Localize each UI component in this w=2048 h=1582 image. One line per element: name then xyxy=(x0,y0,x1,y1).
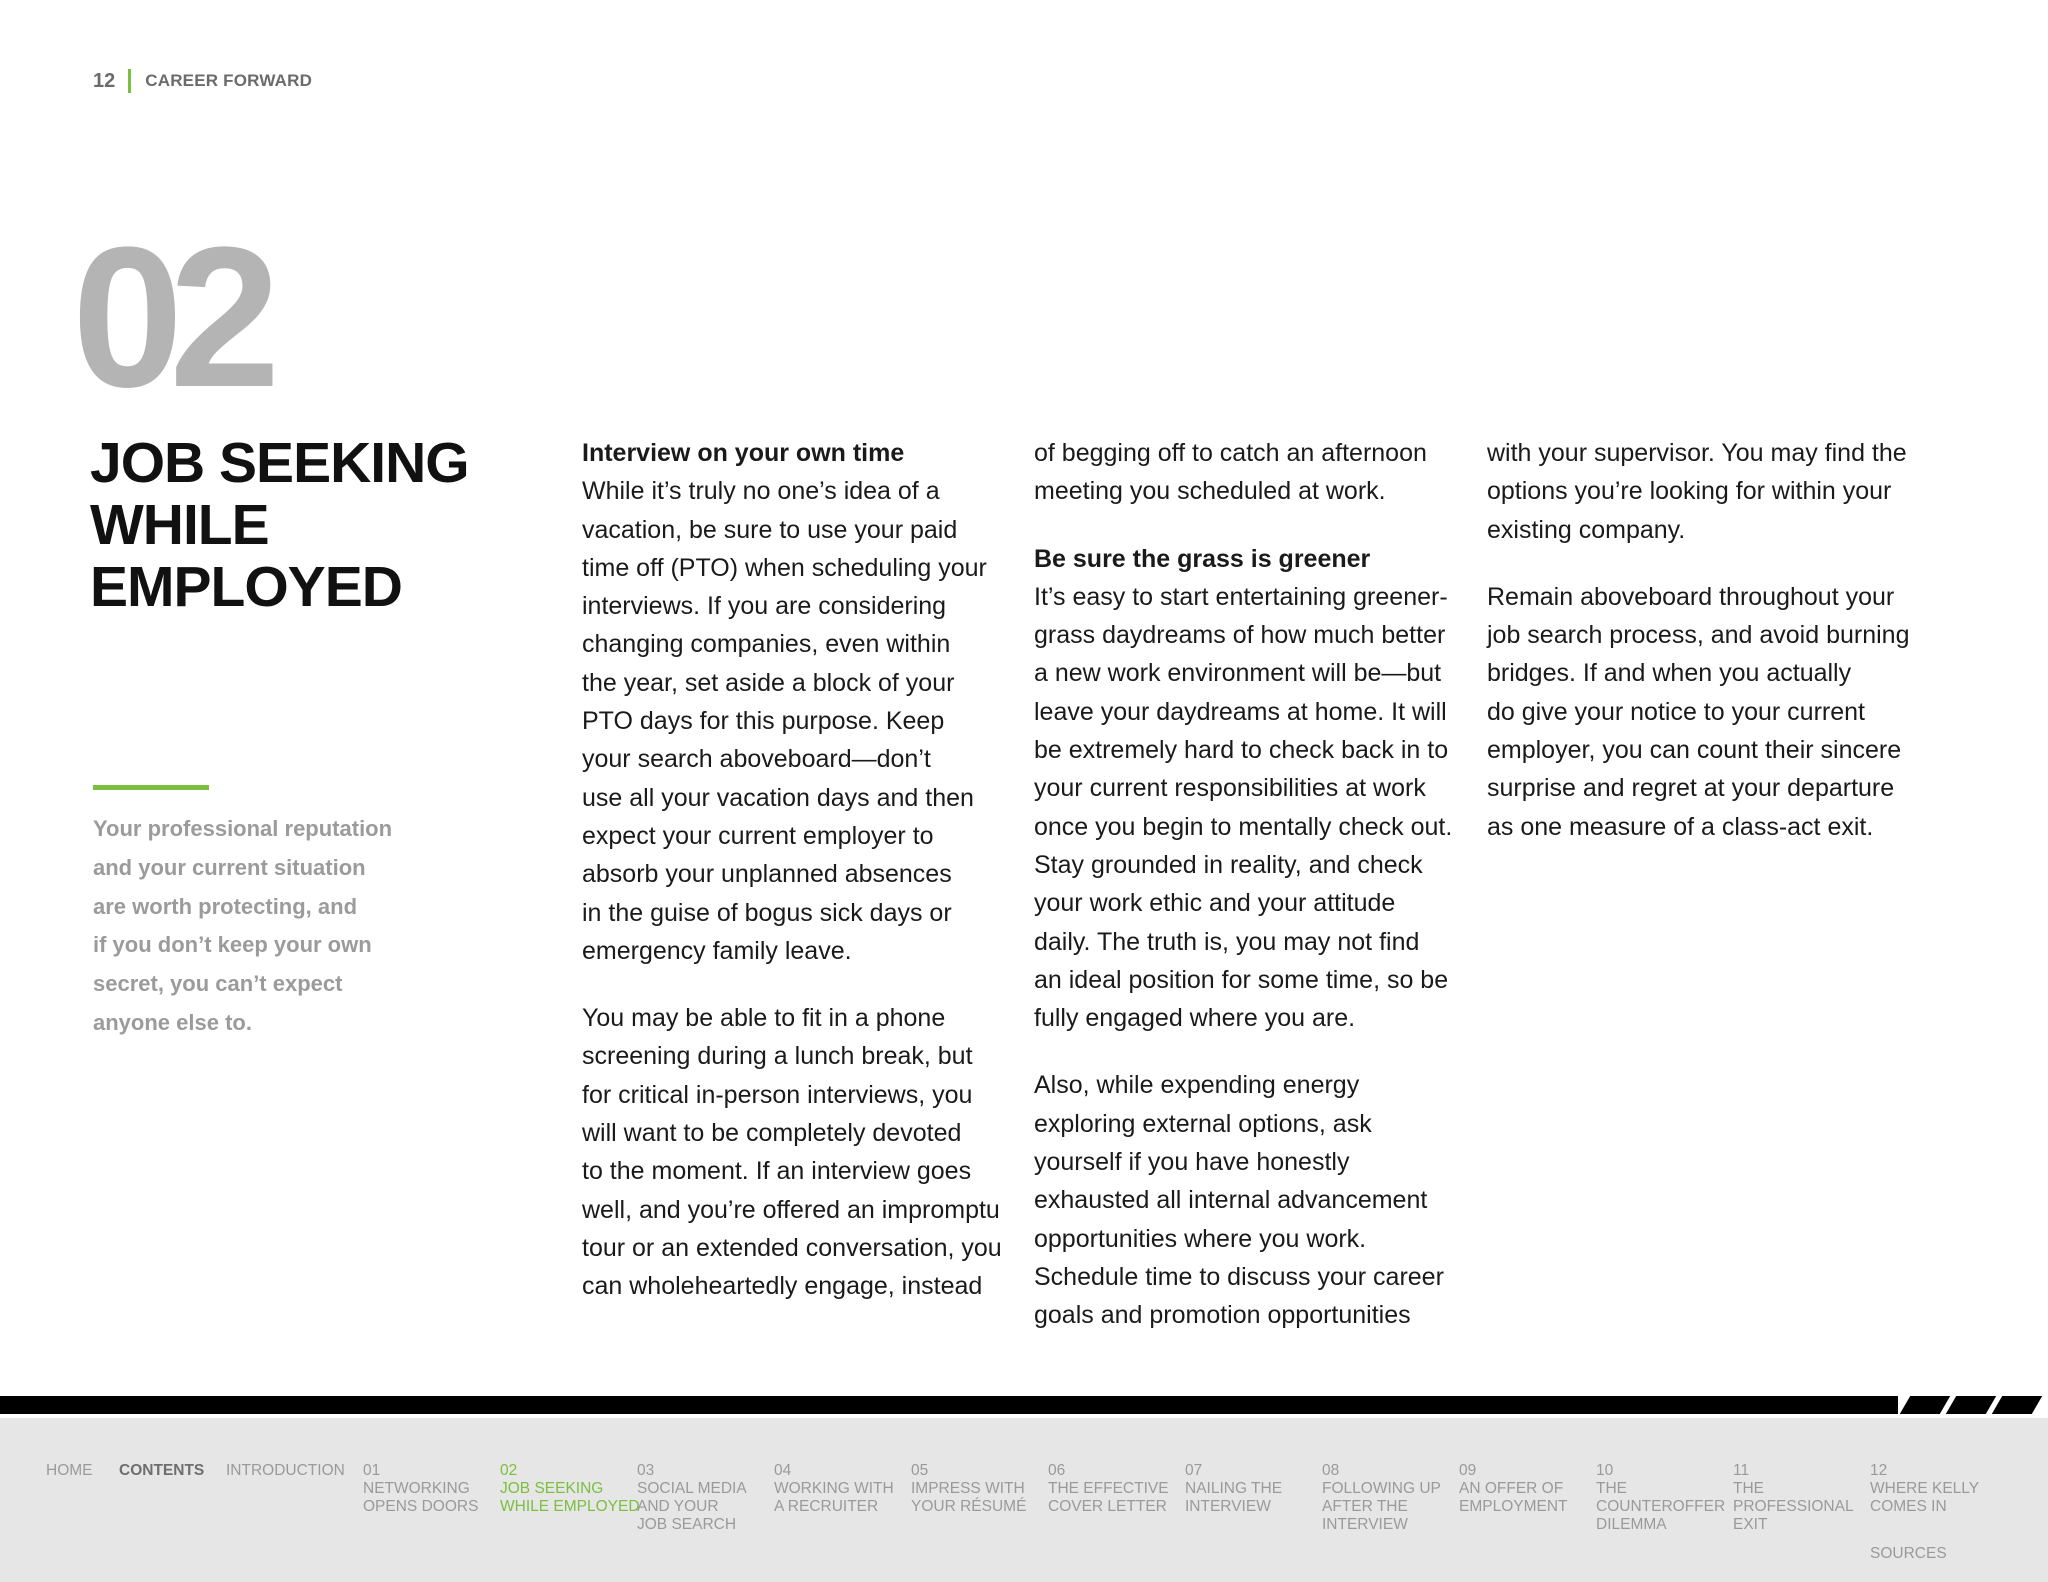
body-line: While it’s truly no one’s idea of a xyxy=(582,477,940,506)
nav-chapter-title: NAILING THE xyxy=(1185,1480,1283,1497)
nav-chapter-title: INTERVIEW xyxy=(1322,1516,1408,1533)
body-line: will want to be completely devoted xyxy=(582,1119,962,1148)
nav-chapter-title: JOB SEARCH xyxy=(637,1516,737,1533)
nav-chapter-title: THE EFFECTIVE xyxy=(1048,1480,1169,1497)
nav-label: INTRODUCTION xyxy=(226,1462,345,1479)
body-column-1 xyxy=(582,434,1012,1306)
nav-chapter-06[interactable] xyxy=(1048,1462,1169,1516)
nav-chapter-title: COUNTEROFFER xyxy=(1596,1498,1726,1515)
chapter-title-line: EMPLOYED xyxy=(90,555,402,619)
nav-chapter-number: 02 xyxy=(500,1462,518,1479)
body-line: opportunities where you work. xyxy=(1034,1224,1367,1253)
running-header xyxy=(93,66,312,96)
body-line: for critical in-person interviews, you xyxy=(582,1080,973,1109)
body-line: your work ethic and your attitude xyxy=(1034,889,1396,918)
body-line: an ideal position for some time, so be xyxy=(1034,965,1449,994)
nav-chapter-number: 11 xyxy=(1733,1462,1750,1479)
nav-chapter-10[interactable] xyxy=(1596,1462,1725,1534)
body-line: time off (PTO) when scheduling your xyxy=(582,553,987,582)
nav-chapter-number: 06 xyxy=(1048,1462,1066,1479)
body-line: meeting you scheduled at work. xyxy=(1034,477,1386,506)
nav-chapter-02[interactable] xyxy=(500,1462,640,1516)
nav-chapter-title: WHILE EMPLOYED xyxy=(500,1498,640,1515)
nav-contents[interactable] xyxy=(119,1462,204,1480)
nav-chapter-04[interactable] xyxy=(774,1462,894,1516)
pullquote-line: Your professional reputation xyxy=(93,816,393,841)
divider-slash xyxy=(1900,1396,1950,1414)
chapter-title-line: JOB SEEKING xyxy=(90,431,469,495)
body-column-3 xyxy=(1487,434,1917,846)
body-line: of begging off to catch an afternoon xyxy=(1034,439,1427,467)
nav-chapter-title: NETWORKING xyxy=(363,1480,470,1497)
body-line: yourself if you have honestly xyxy=(1034,1148,1350,1177)
body-line: Remain aboveboard throughout your xyxy=(1487,582,1895,611)
body-line: PTO days for this purpose. Keep xyxy=(582,707,945,736)
nav-chapter-07[interactable] xyxy=(1185,1462,1282,1516)
nav-chapter-12[interactable] xyxy=(1870,1462,1979,1516)
page-number: 12 xyxy=(93,69,116,92)
divider-slash xyxy=(1992,1396,2042,1414)
nav-introduction[interactable] xyxy=(226,1462,345,1480)
nav-chapter-title: WORKING WITH xyxy=(774,1480,894,1497)
body-line: surprise and regret at your departure xyxy=(1487,774,1895,803)
body-line: exhausted all internal advancement xyxy=(1034,1186,1428,1215)
paragraph-gap xyxy=(582,970,1012,999)
nav-chapter-title: A RECRUITER xyxy=(774,1498,879,1515)
nav-chapter-title: EXIT xyxy=(1733,1516,1768,1533)
nav-chapter-title: YOUR RÉSUMÉ xyxy=(911,1498,1027,1515)
body-line: the year, set aside a block of your xyxy=(582,668,955,697)
accent-rule xyxy=(93,785,209,790)
body-line: your search aboveboard—don’t xyxy=(582,745,931,774)
pullquote-line: and your current situation xyxy=(93,854,366,880)
nav-chapter-number: 01 xyxy=(363,1462,381,1479)
body-column-2 xyxy=(1034,434,1464,1335)
body-line: as one measure of a class-act exit. xyxy=(1487,812,1874,841)
nav-sources[interactable] xyxy=(1870,1545,1947,1563)
body-line: vacation, be sure to use your paid xyxy=(582,515,958,544)
pullquote-line: are worth protecting, and xyxy=(93,893,358,919)
nav-chapter-title: OPENS DOORS xyxy=(363,1498,479,1515)
body-line: daily. The truth is, you may not find xyxy=(1034,927,1420,956)
header-divider xyxy=(128,69,131,93)
body-line: tour or an extended conversation, you xyxy=(582,1233,1002,1262)
body-line: bridges. If and when you actually xyxy=(1487,659,1852,688)
paragraph-gap xyxy=(1034,511,1464,540)
nav-chapter-title: SOCIAL MEDIA xyxy=(637,1480,747,1497)
nav-chapter-number: 08 xyxy=(1322,1462,1340,1479)
nav-chapter-number: 04 xyxy=(774,1462,792,1479)
body-line: It’s easy to start entertaining greener- xyxy=(1034,582,1448,611)
body-line: job search process, and avoid burning xyxy=(1487,621,1910,650)
nav-chapter-11[interactable] xyxy=(1733,1462,1854,1534)
nav-chapter-title: IMPRESS WITH xyxy=(911,1480,1025,1497)
nav-chapter-number: 03 xyxy=(637,1462,655,1479)
nav-chapter-title: THE xyxy=(1596,1480,1627,1497)
nav-chapter-title: THE xyxy=(1733,1480,1764,1497)
body-line: a new work environment will be—but xyxy=(1034,659,1442,688)
nav-chapter-title: COMES IN xyxy=(1870,1498,1947,1515)
paragraph-gap xyxy=(1034,1037,1464,1066)
body-line: can wholeheartedly engage, instead xyxy=(582,1272,983,1301)
pullquote-line: secret, you can’t expect xyxy=(93,971,343,997)
section-heading: Be sure the grass is greener xyxy=(1034,544,1371,573)
body-line: use all your vacation days and then xyxy=(582,783,974,812)
nav-label: SOURCES xyxy=(1870,1545,1947,1562)
body-line: absorb your unplanned absences xyxy=(582,860,952,889)
body-line: once you begin to mentally check out. xyxy=(1034,812,1453,841)
chapter-title-line: WHILE xyxy=(90,493,269,557)
body-line: fully engaged where you are. xyxy=(1034,1004,1356,1033)
nav-home[interactable] xyxy=(46,1462,93,1480)
body-line: screening during a lunch break, but xyxy=(582,1042,973,1071)
nav-chapter-title: AFTER THE xyxy=(1322,1498,1408,1515)
chapter-number: 02 xyxy=(72,206,267,429)
nav-chapter-title: PROFESSIONAL xyxy=(1733,1498,1854,1515)
nav-chapter-title: INTERVIEW xyxy=(1185,1498,1271,1515)
nav-chapter-title: AN OFFER OF xyxy=(1459,1480,1564,1497)
paragraph-gap xyxy=(1487,549,1917,578)
body-line: employer, you can count their sincere xyxy=(1487,736,1902,765)
nav-chapter-title: JOB SEEKING xyxy=(500,1480,604,1497)
nav-chapter-03[interactable] xyxy=(637,1462,747,1534)
body-line: options you’re looking for within your xyxy=(1487,477,1892,506)
body-line: Stay grounded in reality, and check xyxy=(1034,850,1423,879)
nav-chapter-number: 10 xyxy=(1596,1462,1614,1479)
body-line: to the moment. If an interview goes xyxy=(582,1157,972,1186)
nav-chapter-number: 05 xyxy=(911,1462,929,1479)
footer-navigation xyxy=(0,1418,2048,1582)
body-line: existing company. xyxy=(1487,515,1686,544)
publication-title: CAREER FORWARD xyxy=(145,71,313,90)
nav-chapter-title: DILEMMA xyxy=(1596,1516,1667,1533)
nav-chapter-01[interactable] xyxy=(363,1462,478,1516)
body-line: emergency family leave. xyxy=(582,936,852,965)
nav-chapter-title: FOLLOWING UP xyxy=(1322,1480,1441,1497)
nav-chapter-title: WHERE KELLY xyxy=(1870,1480,1980,1497)
body-line: leave your daydreams at home. It will xyxy=(1034,697,1447,726)
nav-chapter-09[interactable] xyxy=(1459,1462,1568,1516)
nav-chapter-08[interactable] xyxy=(1322,1462,1441,1534)
body-line: do give your notice to your current xyxy=(1487,697,1865,726)
body-line: be extremely hard to check back in to xyxy=(1034,736,1449,765)
divider-slash xyxy=(1946,1396,1996,1414)
body-line: Also, while expending energy xyxy=(1034,1071,1360,1100)
body-line: goals and promotion opportunities xyxy=(1034,1301,1411,1330)
body-line: changing companies, even within xyxy=(582,630,951,659)
body-line: well, and you’re offered an impromptu xyxy=(582,1195,1000,1224)
body-line: exploring external options, ask xyxy=(1034,1109,1372,1138)
body-line: with your supervisor. You may find the xyxy=(1487,439,1907,467)
nav-label: CONTENTS xyxy=(119,1462,205,1479)
body-line: grass daydreams of how much better xyxy=(1034,621,1446,650)
section-heading: Interview on your own time xyxy=(582,439,905,467)
nav-chapter-title: COVER LETTER xyxy=(1048,1498,1167,1515)
nav-chapter-05[interactable] xyxy=(911,1462,1026,1516)
body-line: in the guise of bogus sick days or xyxy=(582,898,952,927)
pullquote-line: if you don’t keep your own xyxy=(93,932,372,958)
nav-label: HOME xyxy=(46,1462,93,1479)
pullquote xyxy=(93,810,413,1043)
nav-chapter-title: EMPLOYMENT xyxy=(1459,1498,1568,1515)
body-line: expect your current employer to xyxy=(582,821,934,850)
nav-chapter-number: 07 xyxy=(1185,1462,1203,1479)
body-line: interviews. If you are considering xyxy=(582,592,947,621)
pullquote-line: anyone else to. xyxy=(93,1009,252,1035)
nav-chapter-number: 12 xyxy=(1870,1462,1888,1479)
body-line: your current responsibilities at work xyxy=(1034,774,1426,803)
footer-divider-bar xyxy=(0,1396,1898,1414)
nav-chapter-number: 09 xyxy=(1459,1462,1477,1479)
chapter-title xyxy=(90,432,469,618)
body-line: Schedule time to discuss your career xyxy=(1034,1262,1444,1291)
body-line: You may be able to fit in a phone xyxy=(582,1004,946,1033)
nav-chapter-title: AND YOUR xyxy=(637,1498,719,1515)
